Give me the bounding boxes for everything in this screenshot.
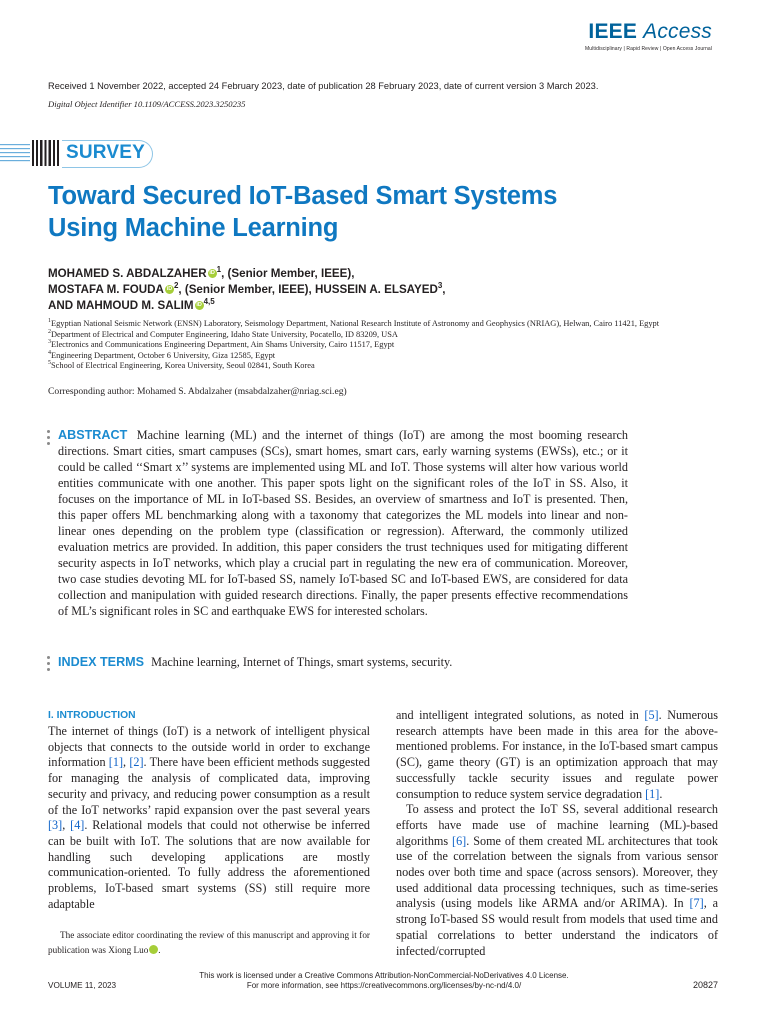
author-line-2	[48, 282, 708, 298]
abstract-text: Machine learning (ML) and the internet of things (IoT) are among the most booming research directions. Smart cities, smart campuses (SCs), smart homes, smart cars, early warning systems (EWSs), etc.; or it could be called ‘‘Smart x’’ systems are implemented using ML and IoT. Those systems will alter how various world entities communicate with one another. This paper spots light on the significant roles of the IoT in SS. Also, it focuses on the importance of ML in IoT-based SS. Besides, an overview of smartness and IoT is presented. Then, this paper offers ML benchmarking along with a taxonomy that categorizes the ML models into linear and non-linear ones depending on the problem type (classification or regression). Afterward, the commonly utilized evaluation metrics are provided. In addition, this paper considers the trust techniques used for mitigating different security aspects in IoT networks, which play a crucial part in regulating the new era of communication. Moreover, two case studies devoting ML for IoT-based SS, namely IoT-based SC and IoT-based EWS, are considered for data collection and manipulation with guided research directions. Finally, the paper presents effective recommendations of ML’s significant roles in SC and earthquake EWS for interested scholars.	[58, 428, 629, 618]
affiliation-item	[48, 361, 668, 372]
author-affil-num: 2	[173, 281, 179, 291]
text-run: , a strong IoT-based SS would result from models that used time and spatial correlations to better understand the indicators of infected/corrupted	[396, 896, 718, 958]
author-name: AND MAHMOUD M. SALIM	[48, 299, 194, 312]
affiliation-item	[48, 351, 668, 362]
paragraph	[396, 708, 718, 802]
survey-barcode-icon	[0, 138, 64, 168]
article-type: SURVEY	[66, 142, 145, 163]
section-dots-icon	[47, 430, 50, 448]
doi: Digital Object Identifier 10.1109/ACCESS.2023.3250235	[48, 99, 246, 109]
section-dots-icon	[47, 656, 50, 674]
text-run: . Some of them created ML architectures that took use of the correlation between the signals from various sensor nodes over both time and space (across sensors). Moreover, they used additional data processing techniques, such as time-series analysis (using models like ARMA and/or ARIMA). In	[396, 833, 718, 911]
section-heading: I. INTRODUCTION	[48, 710, 136, 721]
paper-title	[48, 180, 688, 244]
text-run: ,	[62, 818, 71, 833]
text-run: .	[659, 786, 663, 801]
index-terms	[58, 654, 628, 670]
paragraph	[396, 802, 718, 959]
text-run: The internet of things (IoT) is a network of intelligent physical objects that connects to the outside world in order to exchange information	[48, 724, 370, 770]
license-line-2[interactable]: For more information, see https://creativecommons.org/licenses/by-nc-nd/4.0/	[246, 981, 522, 990]
citation-link[interactable]: [7]	[689, 896, 704, 911]
abstract-heading: ABSTRACT	[58, 428, 128, 442]
affiliations	[48, 319, 668, 372]
journal-logo	[585, 20, 712, 52]
body-column-left	[48, 708, 370, 912]
volume-info: VOLUME 11, 2023	[48, 981, 117, 990]
affiliation-num: 5	[48, 360, 51, 367]
affiliation-text: Egyptian National Seismic Network (ENSN) Laboratory, Seismology Department, National Research Institute of Astronomy and Geophysics (NRIAG), Helwan, Cairo 11421, Egypt	[51, 319, 660, 328]
author-name: HUSSEIN A. ELSAYED	[314, 283, 438, 296]
author-name: MOHAMED S. ABDALZAHER	[48, 267, 207, 280]
author-line-1	[48, 266, 708, 282]
orcid-icon[interactable]: iD	[196, 302, 202, 308]
author-list	[48, 266, 708, 314]
orcid-icon[interactable]: iD	[166, 286, 173, 292]
affiliation-num: 3	[48, 339, 51, 346]
paragraph	[48, 724, 370, 912]
editor-note-text: The associate editor coordinating the review of this manuscript and approving it for publication was Xiong Luo	[48, 930, 370, 955]
body-column-right	[396, 708, 718, 959]
citation-link[interactable]: [3]	[48, 818, 63, 833]
text-run: To assess and protect the IoT SS, several additional research efforts have made use of machine learning (ML)-based algorithms	[396, 802, 718, 848]
text-run: . There have been efficient methods suggested for managing the analysis of complicated data, improving security and privacy, and reducing power consumption as a result of the IoT networks’ rapid expansion over the past several years	[48, 755, 371, 817]
affiliation-num: 2	[48, 328, 51, 335]
title-line-1: Toward Secured IoT-Based Smart Systems	[48, 182, 558, 210]
license-line-1: This work is licensed under a Creative Commons Attribution-NonCommercial-NoDerivatives 4.0 License.	[199, 971, 569, 980]
citation-link[interactable]: [1]	[645, 786, 660, 801]
title-line-2: Using Machine Learning	[48, 214, 339, 242]
editor-footnote	[48, 928, 370, 957]
author-affil-num: 3	[437, 281, 443, 291]
logo-bold: IEEE	[588, 20, 638, 43]
index-terms-heading: INDEX TERMS	[58, 655, 145, 669]
author-suffix: , (Senior Member, IEEE),	[221, 267, 355, 280]
affiliation-item	[48, 319, 668, 330]
citation-link[interactable]: [5]	[644, 708, 659, 722]
author-name: MOSTAFA M. FOUDA	[48, 283, 164, 296]
affiliation-num: 1	[48, 318, 51, 325]
author-suffix: ,	[442, 283, 446, 296]
page-number: 20827	[692, 980, 718, 990]
citation-link[interactable]: [4]	[70, 818, 85, 833]
text-run: . Numerous research attempts have been made in this area for the above-mentioned problems. For instance, in the IoT-based smart campus (SC), game theory (GT) is an optimization approach that may successfully tackle security issues and regulate power consumption to reduce system service degradation	[396, 708, 718, 801]
logo-tagline: Multidisciplinary | Rapid Review | Open Access Journal	[585, 46, 712, 52]
editor-note-end: .	[158, 944, 161, 955]
text-run: . Relational models that could not otherwise be inferred can be built with IoT. The solutions that are now available for handling such developing applications are mostly communication-oriented. To fully address the aforementioned problems, IoT-based smart systems (SS) still require more adaptable	[48, 818, 370, 911]
affiliation-item	[48, 330, 668, 341]
author-affil-num: 4,5	[203, 297, 215, 307]
citation-link[interactable]: [1]	[108, 755, 124, 770]
orcid-icon[interactable]: iD	[209, 270, 215, 276]
author-suffix: , (Senior Member, IEEE),	[178, 283, 315, 296]
affiliation-text: School of Electrical Engineering, Korea University, Seoul 02841, South Korea	[51, 361, 315, 371]
text-run: and intelligent integrated solutions, as noted in	[396, 708, 645, 722]
affiliation-num: 4	[48, 349, 51, 356]
affiliation-text: Electronics and Communications Engineering Department, Ain Shams University, Cairo 11517, Egypt	[51, 340, 395, 350]
citation-link[interactable]: [6]	[452, 833, 467, 848]
citation-link[interactable]: [2]	[129, 755, 144, 770]
text-run: ,	[123, 755, 130, 770]
author-affil-num: 1	[216, 265, 222, 275]
logo-italic: Access	[643, 20, 712, 43]
affiliation-item	[48, 340, 668, 351]
index-terms-text: Machine learning, Internet of Things, smart systems, security.	[151, 655, 453, 669]
received-dates: Received 1 November 2022, accepted 24 February 2023, date of publication 28 February 2023, date of current version 3 March 2023.	[48, 81, 599, 91]
orcid-icon[interactable]: iD	[149, 945, 158, 954]
affiliation-text: Department of Electrical and Computer Engineering, Idaho State University, Pocatello, ID 83209, USA	[51, 329, 398, 339]
author-line-3	[48, 298, 708, 314]
abstract	[58, 427, 628, 619]
affiliation-text: Engineering Department, October 6 University, Giza 12585, Egypt	[51, 350, 276, 360]
corresponding-author: Corresponding author: Mohamed S. Abdalzaher (msabdalzaher@nriag.sci.eg)	[48, 386, 347, 397]
